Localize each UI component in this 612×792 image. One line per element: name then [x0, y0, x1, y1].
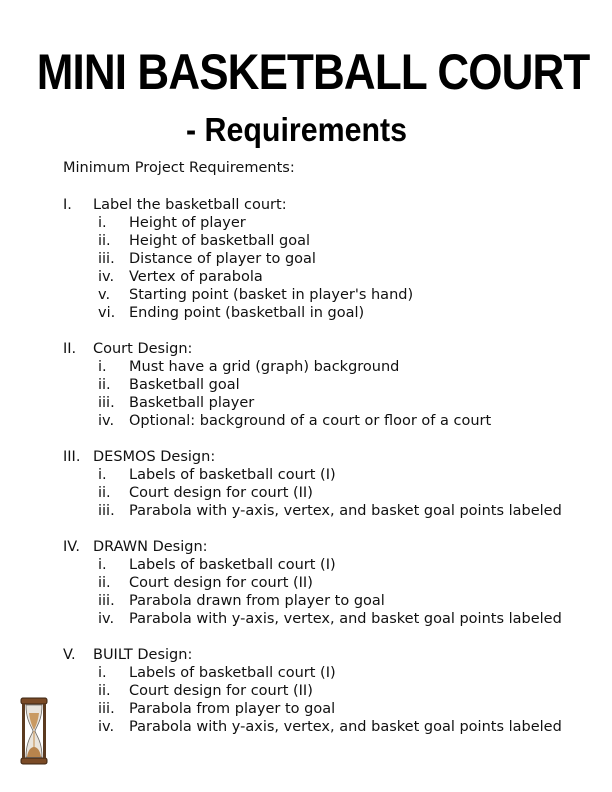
- section-number: II.: [63, 341, 77, 357]
- intro-text: Minimum Project Requirements:: [63, 160, 295, 176]
- item-text: Starting point (basket in player's hand): [129, 287, 414, 303]
- list-item: [0, 592, 612, 610]
- item-number: iv.: [98, 719, 115, 735]
- list-item: [0, 664, 612, 682]
- list-item: [0, 304, 612, 322]
- item-number: ii.: [98, 233, 111, 249]
- item-number: ii.: [98, 377, 111, 393]
- list-item: [0, 718, 612, 736]
- item-text: Basketball goal: [129, 377, 240, 393]
- page-subtitle: - Requirements: [186, 111, 408, 148]
- list-item: [0, 214, 612, 232]
- item-text: Parabola with y-axis, vertex, and basket goal points labeled: [129, 611, 562, 627]
- item-number: ii.: [98, 683, 111, 699]
- item-text: Parabola with y-axis, vertex, and basket goal points labeled: [129, 719, 562, 735]
- item-text: Court design for court (II): [129, 575, 313, 591]
- section-number: IV.: [63, 539, 80, 555]
- item-number: iv.: [98, 413, 115, 429]
- list-item: [0, 376, 612, 394]
- item-number: i.: [98, 359, 107, 375]
- item-number: iii.: [98, 395, 115, 411]
- item-number: iv.: [98, 269, 115, 285]
- hourglass-icon: [20, 697, 48, 765]
- item-text: Parabola drawn from player to goal: [129, 593, 385, 609]
- item-text: Height of basketball goal: [129, 233, 311, 249]
- item-text: Optional: background of a court or floor of a court: [129, 413, 492, 429]
- item-number: i.: [98, 557, 107, 573]
- list-item: [0, 358, 612, 376]
- list-item: [0, 502, 612, 520]
- page-title: MINI BASKETBALL COURT: [36, 44, 590, 100]
- item-number: vi.: [98, 305, 116, 321]
- section-heading: Court Design:: [93, 341, 193, 357]
- item-text: Parabola with y-axis, vertex, and basket goal points labeled: [129, 503, 562, 519]
- list-item: [0, 232, 612, 250]
- section-desmos-design: [0, 448, 612, 520]
- section-number: I.: [63, 197, 72, 213]
- section-built-design: [0, 646, 612, 736]
- item-number: i.: [98, 467, 107, 483]
- item-number: v.: [98, 287, 111, 303]
- item-text: Ending point (basketball in goal): [129, 305, 365, 321]
- item-number: iii.: [98, 503, 115, 519]
- item-text: Distance of player to goal: [129, 251, 316, 267]
- requirements-list: [0, 196, 612, 754]
- item-number: iii.: [98, 251, 115, 267]
- list-item: [0, 268, 612, 286]
- item-text: Must have a grid (graph) background: [129, 359, 400, 375]
- item-text: Vertex of parabola: [129, 269, 263, 285]
- section-number: V.: [63, 647, 76, 663]
- item-number: iii.: [98, 701, 115, 717]
- item-text: Basketball player: [129, 395, 255, 411]
- item-number: ii.: [98, 575, 111, 591]
- section-heading: DRAWN Design:: [93, 539, 208, 555]
- section-label-court: [0, 196, 612, 322]
- item-text: Labels of basketball court (I): [129, 665, 336, 681]
- section-heading: DESMOS Design:: [93, 449, 216, 465]
- section-number: III.: [63, 449, 81, 465]
- section-drawn-design: [0, 538, 612, 628]
- item-text: Parabola from player to goal: [129, 701, 336, 717]
- section-heading: Label the basketball court:: [93, 197, 287, 213]
- list-item: [0, 394, 612, 412]
- list-item: [0, 484, 612, 502]
- list-item: [0, 682, 612, 700]
- item-number: ii.: [98, 485, 111, 501]
- item-text: Labels of basketball court (I): [129, 557, 336, 573]
- item-text: Labels of basketball court (I): [129, 467, 336, 483]
- list-item: [0, 250, 612, 268]
- item-number: i.: [98, 215, 107, 231]
- list-item: [0, 574, 612, 592]
- item-text: Court design for court (II): [129, 683, 313, 699]
- item-text: Height of player: [129, 215, 246, 231]
- section-heading: BUILT Design:: [93, 647, 193, 663]
- list-item: [0, 556, 612, 574]
- item-text: Court design for court (II): [129, 485, 313, 501]
- list-item: [0, 610, 612, 628]
- item-number: iii.: [98, 593, 115, 609]
- item-number: i.: [98, 665, 107, 681]
- list-item: [0, 466, 612, 484]
- list-item: [0, 412, 612, 430]
- list-item: [0, 700, 612, 718]
- section-court-design: [0, 340, 612, 430]
- list-item: [0, 286, 612, 304]
- item-number: iv.: [98, 611, 115, 627]
